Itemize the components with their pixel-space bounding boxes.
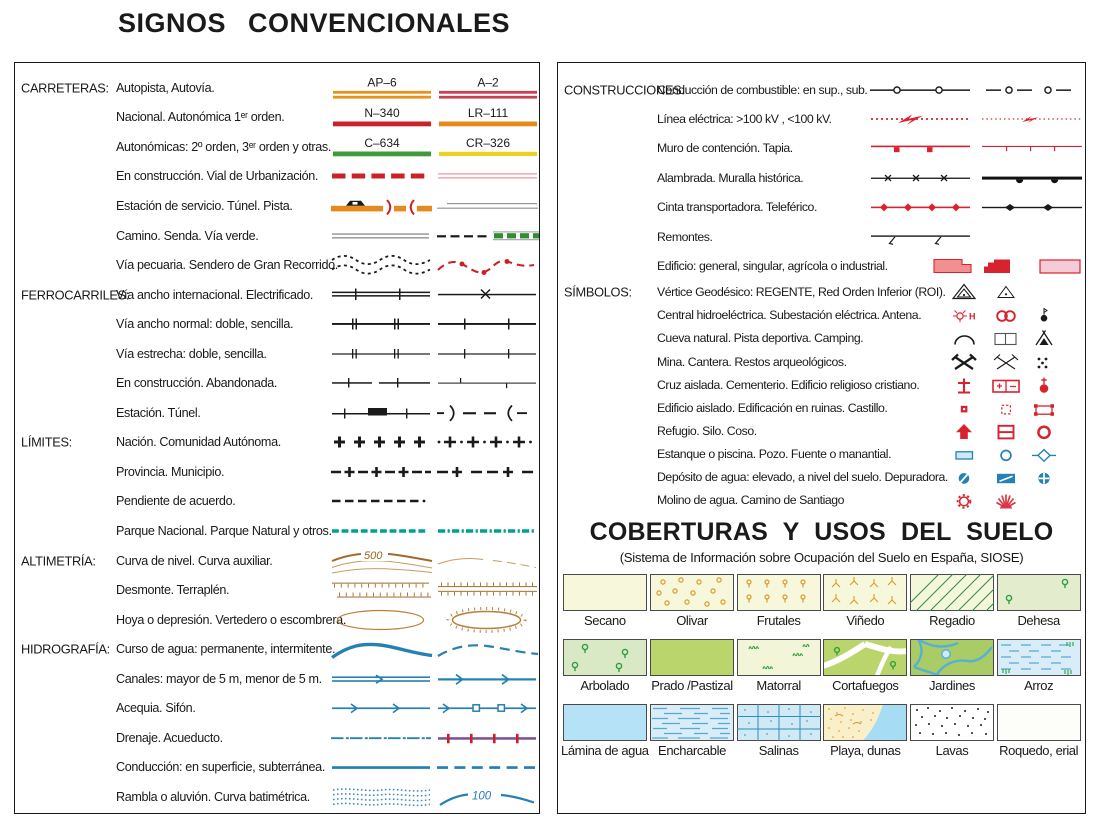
cover-swatch-lamina-agua [563, 704, 647, 741]
symbol-fc-tunel [437, 404, 539, 422]
symbol-molino-santiago [936, 490, 1086, 510]
symbol-remontes [870, 226, 1084, 248]
legend-row [558, 75, 1085, 104]
row-label: Estación de servicio. Túnel. Pista. [116, 198, 293, 213]
cover-label: Viñedo [846, 612, 885, 628]
symbol-muro-tapia [870, 137, 1084, 159]
cover-label: Cortafuegos [832, 677, 899, 693]
cover-swatch-matorral [737, 639, 821, 676]
symbol-linea-electrica [870, 108, 1084, 130]
symbol-terraplen [437, 578, 539, 602]
cover-label: Frutales [756, 612, 801, 628]
symbol-limite-provincia [331, 462, 433, 482]
legend-row [15, 634, 539, 664]
symbol-parque-natural [437, 523, 539, 539]
cover-cell [909, 639, 996, 693]
symbol-curso-intermitente [437, 637, 539, 661]
symbol-acequia [331, 697, 433, 719]
cover-cell [822, 639, 909, 693]
legend-row [15, 753, 539, 783]
cover-swatch-vinedo [823, 574, 907, 611]
page-title: SIGNOS CONVENCIONALES [118, 8, 511, 38]
symbol-limite-nacion [331, 432, 433, 452]
cover-swatch-dehesa [997, 574, 1081, 611]
section-label: LÍMITES: [21, 434, 72, 450]
row-label: Vía ancho normal: doble, sencilla. [116, 317, 294, 332]
symbol-curva-nivel [331, 547, 433, 574]
legend-row [558, 327, 1085, 350]
legend-row [558, 419, 1085, 442]
cover-heading: COBERTURAS Y USOS DEL SUELO [589, 517, 1054, 546]
cover-label: Dehesa [1017, 612, 1060, 628]
symbol-autonomica-2: C–634 [331, 137, 433, 157]
section-label: CONSTRUCCIONES: [564, 82, 685, 98]
symbol-fc-construccion [331, 375, 433, 391]
row-label: Provincia. Municipio. [116, 464, 225, 479]
cover-label: Matorral [756, 677, 801, 693]
symbol-via-pecuaria [331, 253, 433, 277]
cover-label: Lavas [935, 742, 969, 758]
legend-row [558, 304, 1085, 327]
symbol-desmonte [331, 578, 433, 602]
legend-row [558, 373, 1085, 396]
cover-cell [735, 574, 822, 628]
symbol-cueva-pista-camping [936, 328, 1086, 348]
row-label: Estanque o piscina. Pozo. Fuente o manantial. [657, 446, 892, 461]
symbol-curva-auxiliar [437, 551, 539, 571]
section-label: SÍMBOLOS: [564, 284, 632, 300]
symbol-estanque-pozo-fuente [936, 444, 1086, 464]
symbol-senda-via-verde [437, 228, 539, 244]
cover-cell [649, 704, 736, 758]
legend-row [558, 134, 1085, 163]
row-label: Conducción de combustible: en sup., sub. [657, 82, 868, 97]
cover-label: Roquedo, erial [999, 742, 1079, 758]
row-label: Edificio: general, singular, agrícola o industrial. [657, 259, 888, 274]
legend-row [15, 309, 539, 339]
cover-label: Salinas [758, 742, 799, 758]
symbol-edificios [870, 254, 1084, 278]
legend-row [558, 251, 1085, 280]
legend-row [15, 73, 539, 103]
symbol-nacional: N–340 [331, 107, 433, 127]
legend-row [15, 782, 539, 812]
legend-row [15, 428, 539, 458]
row-label: Autonómicas: 2º orden, 3ᵉʳ orden y otras. [116, 139, 331, 154]
symbol-sifon [437, 697, 539, 719]
symbol-canal-menor [437, 668, 539, 690]
row-label: Edificio aislado. Edificación en ruinas. Castillo. [657, 400, 888, 415]
symbol-via-estrecha-doble [331, 346, 433, 362]
symbol-cruz-cementerio-iglesia [936, 375, 1086, 395]
row-label: Vía estrecha: doble, sencilla. [116, 346, 267, 361]
legend-row [558, 489, 1085, 512]
symbol-deposito-depuradora [936, 467, 1086, 487]
row-label: Cinta transportadora. Teleférico. [657, 200, 817, 215]
section-label: ALTIMETRÍA: [21, 553, 96, 569]
right-legend-panel [557, 62, 1086, 814]
row-label: Depósito de agua: elevado, a nivel del suelo. Depuradora. [657, 470, 948, 485]
symbol-carretera-construccion [331, 170, 433, 182]
row-label: Nación. Comunidad Autónoma. [116, 435, 281, 450]
symbol-autopista: AP–6 [331, 76, 433, 99]
legend-row [558, 465, 1085, 488]
row-label: Alambrada. Muralla histórica. [657, 170, 804, 185]
hydro-h-label: H [969, 311, 976, 322]
symbol-mina-cantera-restos [936, 352, 1086, 372]
cover-label: Regadio [929, 612, 975, 628]
cover-swatch-olivar [650, 574, 734, 611]
section-label: CARRETERAS: [21, 80, 109, 96]
symbol-via-internacional [331, 287, 433, 303]
cover-cell [822, 704, 909, 758]
cover-label: Olivar [676, 612, 708, 628]
legend-row [558, 193, 1085, 222]
symbol-cinta-teleferico [870, 196, 1084, 218]
cover-cell [995, 639, 1082, 693]
symbol-parque-nacional [331, 523, 433, 539]
symbol-pendiente-acuerdo [331, 491, 433, 511]
cover-subtitle: (Sistema de Información sobre Ocupación del Suelo en España, SIOSE) [619, 549, 1024, 565]
cover-label: Encharcable [658, 742, 726, 758]
cover-grid [558, 565, 1085, 758]
symbol-alambrada-muralla [870, 167, 1084, 189]
symbol-fc-abandonada [437, 375, 539, 391]
row-label: Refugio. Silo. Coso. [657, 423, 757, 438]
cover-swatch-arbolado [563, 639, 647, 676]
symbol-limite-ccaa [437, 432, 539, 452]
left-legend-panel [14, 62, 540, 814]
symbol-fc-estacion [331, 405, 433, 421]
cover-cell [995, 704, 1082, 758]
symbol-conduccion-combustible [870, 79, 1084, 101]
cover-swatch-encharcable [650, 704, 734, 741]
row-label: Pendiente de acuerdo. [116, 494, 236, 509]
legend-row [15, 162, 539, 192]
symbol-refugio-silo-coso [936, 421, 1086, 441]
symbol-via-normal-doble [331, 316, 433, 332]
cover-label: Arroz [1024, 677, 1054, 693]
symbol-hoya-depresion [331, 607, 433, 633]
legend-row [558, 442, 1085, 465]
symbol-curva-batimetrica [437, 785, 539, 809]
cover-cell [735, 704, 822, 758]
cover-label: Secano [583, 612, 626, 628]
symbol-autonomica-3: CR–326 [437, 137, 539, 157]
cover-swatch-cortafuegos [823, 639, 907, 676]
legend-row [15, 664, 539, 694]
row-label: En construcción. Abandonada. [116, 376, 278, 391]
row-label: Hoya o depresión. Vertedero o escombrera. [116, 612, 346, 627]
symbol-vertedero [437, 606, 539, 634]
row-label: Muro de contención. Tapia. [657, 141, 793, 156]
cover-cell [561, 704, 649, 758]
legend-row [15, 339, 539, 369]
cover-label: Prado /Pastizal [651, 677, 733, 693]
row-label: Cueva natural. Pista deportiva. Camping. [657, 331, 864, 346]
cover-swatch-playa-dunas [823, 704, 907, 741]
cover-cell [649, 639, 736, 693]
row-label: Nacional. Autonómica 1ᵉʳ orden. [116, 110, 285, 125]
cover-swatch-frutales [737, 574, 821, 611]
legend-row [15, 457, 539, 487]
cover-cell [561, 639, 649, 693]
row-label: Vértice Geodésico: REGENTE, Red Orden Inferior (ROI). [657, 285, 946, 300]
symbol-canal-mayor [331, 668, 433, 690]
legend-row [15, 693, 539, 723]
legend-row [15, 516, 539, 546]
cover-cell [909, 704, 996, 758]
symbol-conduccion-subterranea [437, 756, 539, 778]
symbol-electrificado [437, 287, 539, 303]
row-label: Vía ancho internacional. Electrificado. [116, 287, 314, 302]
row-label: Cruz aislada. Cementerio. Edificio religioso cristiano. [657, 377, 920, 392]
symbol-via-normal-sencilla [437, 316, 539, 332]
legend-row [15, 280, 539, 310]
legend-row [558, 350, 1085, 373]
row-label: Camino. Senda. Vía verde. [116, 228, 259, 243]
row-label: Curso de agua: permanente, intermitente. [116, 642, 336, 657]
contour-value-label: 500 [364, 549, 383, 562]
legend-row [558, 104, 1085, 133]
cover-swatch-secano [563, 574, 647, 611]
cover-cell [822, 574, 909, 628]
cover-swatch-jardines [910, 639, 994, 676]
symbol-vertice-geodesico [936, 282, 1086, 302]
cover-label: Arbolado [580, 677, 630, 693]
row-label: Mina. Cantera. Restos arqueológicos. [657, 354, 847, 369]
row-label: Central hidroeléctrica. Subestación eléctrica. Antena. [657, 308, 922, 323]
row-label: Parque Nacional. Parque Natural y otros. [116, 523, 332, 538]
legend-row [15, 487, 539, 517]
symbol-via-estrecha-sencilla [437, 346, 539, 362]
row-label: Estación. Túnel. [116, 405, 201, 420]
legend-row [15, 132, 539, 162]
symbol-central-subestacion-antena [936, 305, 1086, 325]
cover-swatch-roquedo [997, 704, 1081, 741]
row-label: Rambla o aluvión. Curva batimétrica. [116, 789, 310, 804]
legend-row [15, 605, 539, 635]
section-label: HIDROGRAFÍA: [21, 641, 110, 657]
bathymetric-value-label: 100 [472, 790, 492, 803]
symbol-vial-urbanizacion [437, 170, 539, 182]
legend-row [15, 221, 539, 251]
symbol-pista [437, 199, 539, 213]
section-label: FERROCARRILES: [21, 287, 130, 303]
symbol-camino [331, 229, 433, 243]
cover-cell [995, 574, 1082, 628]
symbol-edificio-ruinas-castillo [936, 398, 1086, 418]
legend-row [558, 396, 1085, 419]
legend-row [15, 191, 539, 221]
legend-row [15, 546, 539, 576]
cover-cell [649, 574, 736, 628]
symbol-acueducto [437, 727, 539, 749]
row-label: Desmonte. Terraplén. [116, 583, 230, 598]
cover-swatch-prado [650, 639, 734, 676]
symbol-autonomica-1: LR–111 [437, 107, 539, 127]
legend-row [15, 398, 539, 428]
cover-label: Playa, dunas [830, 742, 901, 758]
row-label: Conducción: en superficie, subterránea. [116, 760, 325, 775]
cover-label: Jardines [929, 677, 975, 693]
cover-cell [561, 574, 649, 628]
row-label: Curva de nivel. Curva auxiliar. [116, 553, 273, 568]
symbol-drenaje [331, 727, 433, 749]
row-label: Acequia. Sifón. [116, 701, 196, 716]
cover-swatch-salinas [737, 704, 821, 741]
row-label: Autopista, Autovía. [116, 80, 215, 95]
symbol-curso-permanente [331, 637, 433, 661]
symbol-autovia: A–2 [437, 76, 539, 99]
row-label: Vía pecuaria. Sendero de Gran Recorrido. [116, 258, 338, 273]
cover-swatch-regadio [910, 574, 994, 611]
symbol-rambla [331, 784, 433, 810]
legend-row [558, 163, 1085, 192]
row-label: Remontes. [657, 229, 713, 244]
row-label: En construcción. Vial de Urbanización. [116, 169, 319, 184]
cover-cell [735, 639, 822, 693]
symbol-estacion-servicio-tunel [331, 197, 433, 215]
legend-row [558, 222, 1085, 251]
legend-row [15, 368, 539, 398]
symbol-limite-municipio [437, 462, 539, 482]
cover-cell [909, 574, 996, 628]
cover-swatch-lavas [910, 704, 994, 741]
row-label: Molino de agua. Camino de Santiago [657, 493, 845, 508]
row-label: Canales: mayor de 5 m, menor de 5 m. [116, 671, 322, 686]
symbol-sendero-gr [437, 253, 539, 277]
legend-row [15, 575, 539, 605]
cover-label: Lámina de agua [561, 742, 649, 758]
row-label: Drenaje. Acueducto. [116, 730, 223, 745]
row-label: Línea eléctrica: >100 kV , <100 kV. [657, 112, 832, 127]
legend-row [15, 103, 539, 133]
cover-swatch-arroz [997, 639, 1081, 676]
legend-row [558, 281, 1085, 304]
symbol-conduccion-superficie [331, 756, 433, 778]
legend-row [15, 723, 539, 753]
legend-row [15, 250, 539, 280]
